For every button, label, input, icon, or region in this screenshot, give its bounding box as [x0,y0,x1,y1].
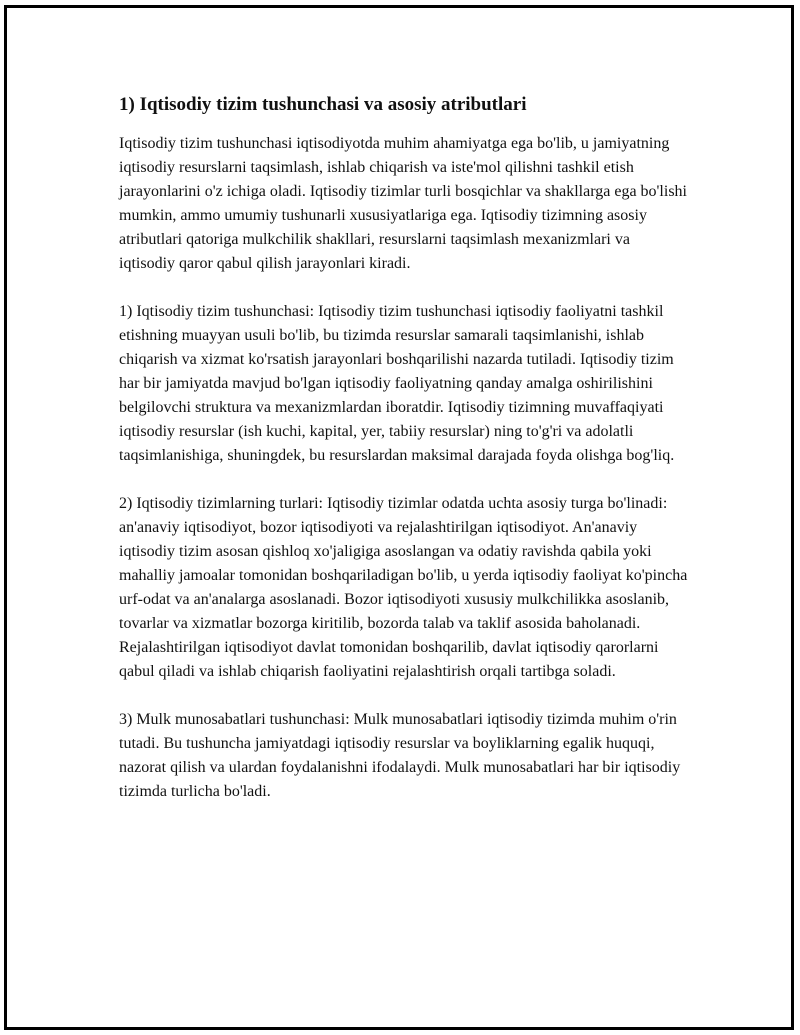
paragraph-economic-system-types: 2) Iqtisodiy tizimlarning turlari: Iqtisodiy tizimlar odatda uchta asosiy turga bo'linadi: an'anaviy iqtisodiyot, bozor iqtisodiyoti va rejalashtirilgan iqtisodiyot. An'anaviy iqtisodiy tizim asosan qishloq xo'jaligiga asoslangan va odatiy ravishda qabila yoki mahalliy jamoalar tomonidan boshqariladigan bo'lib, u yerda iqtisodiy faoliyat ko'pincha urf-odat va an'analarga asoslanadi. Bozor iqtisodiyoti xususiy mulkchilikka asoslanib, tovarlar va xizmatlar bozorga kiritilib, bozorda talab va taklif asosida baholanadi. Rejalashtirilgan iqtisodiyot davlat tomonidan boshqarilib, davlat iqtisodiy qarorlarni qabul qiladi va ishlab chiqarish faoliyatini rejalashtirish orqali tartibga soladi. [119,495,688,680]
paragraph-economic-system-concept: 1) Iqtisodiy tizim tushunchasi: Iqtisodiy tizim tushunchasi iqtisodiy faoliyatni tashkil etishning muayyan usuli bo'lib, bu tizimda resurslar samarali taqsimlanishi, ishlab chiqarish va xizmat ko'rsatish jarayonlari boshqarilishi nazarda tutiladi. Iqtisodiy tizim har bir jamiyatda mavjud bo'lgan iqtisodiy faoliyatning qanday amalga oshirilishini belgilovchi struktura va mexanizmlardan iboratdir. Iqtisodiy tizimning muvaffaqiyati iqtisodiy resurslar (ish kuchi, kapital, yer, tabiiy resurslar) ning to'g'ri va adolatli taqsimlanishiga, shuningdek, bu resurslardan maksimal darajada foyda olishga bog'liq. [119,303,675,464]
intro-paragraph: Iqtisodiy tizim tushunchasi iqtisodiyotda muhim ahamiyatga ega bo'lib, u jamiyatning iqtisodiy resurslarni taqsimlash, ishlab chiqarish va iste'mol qilishni tashkil etish jarayonlarini o'z ichiga oladi. Iqtisodiy tizimlar turli bosqichlar va shakllarga ega bo'lishi mumkin, ammo umumiy tushunarli xususiyatlariga ega. Iqtisodiy tizimning asosiy atributlari qatoriga mulkchilik shakllari, resurslarni taqsimlash mexanizmlari va iqtisodiy qaror qabul qilish jarayonlari kiradi. [119,135,687,272]
document-body [119,92,689,828]
document-title: 1) Iqtisodiy tizim tushunchasi va asosiy atributlari [119,94,527,115]
paragraph-property-relations: 3) Mulk munosabatlari tushunchasi: Mulk munosabatlari iqtisodiy tizimda muhim o'rin tutadi. Bu tushuncha jamiyatdagi iqtisodiy resurslar va boyliklarning egalik huquqi, nazorat qilish va ulardan foydalanishni ifodalaydi. Mulk munosabatlari har bir iqtisodiy tizimda turlicha bo'ladi. [119,711,681,800]
